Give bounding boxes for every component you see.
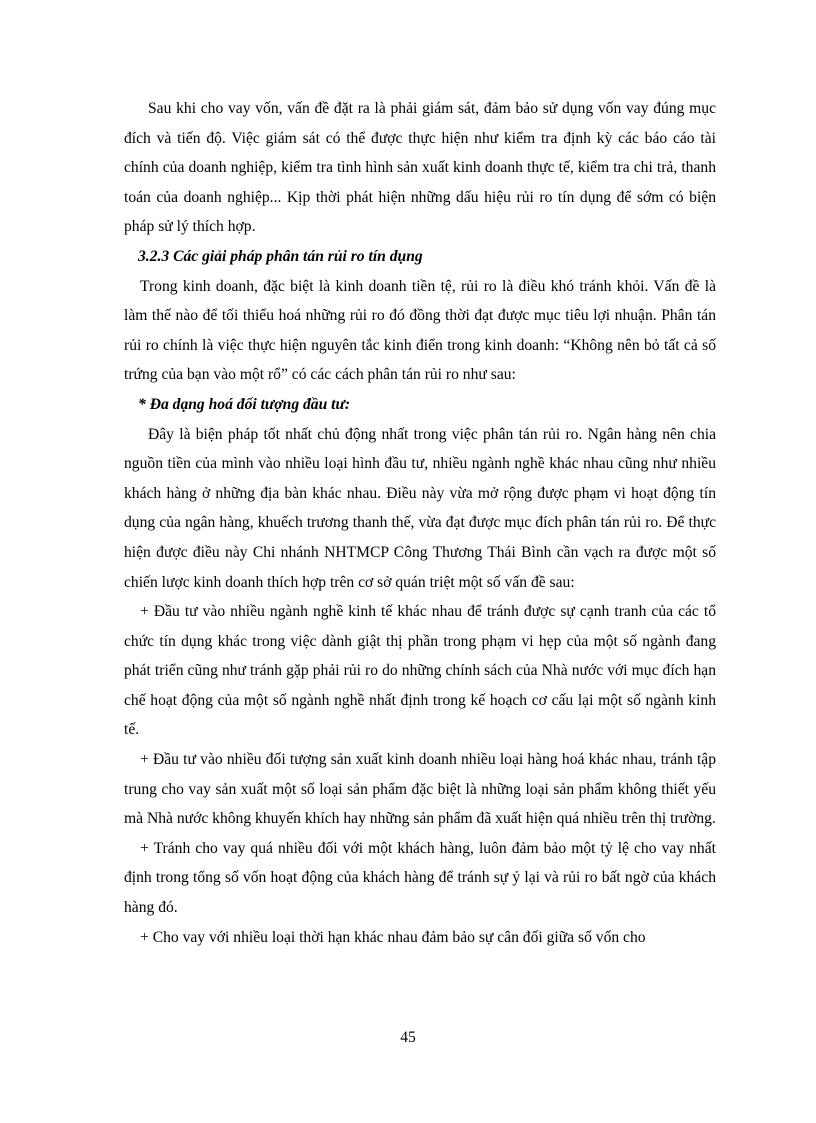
list-item-terms: + Cho vay với nhiều loại thời hạn khác nhau đảm bảo sự cân đối giữa số vốn cho: [140, 928, 646, 946]
list-item-customers: + Tránh cho vay quá nhiều đối với một khách hàng, luôn đảm bảo một tỷ lệ cho vay nhất định trong tổng số vốn hoạt động của khách hàng để tránh sự ỷ lại và rủi ro bất ngờ của khách hàng đó.: [124, 839, 716, 917]
paragraph-risk-intro: Trong kinh doanh, đặc biệt là kinh doanh tiền tệ, rủi ro là điều khó tránh khỏi. Vấn đề là làm thế nào để tối thiểu hoá những rủi ro đó đồng thời đạt được mục tiêu lợi nhuận. Phân tán rủi ro chính là việc thực hiện nguyên tắc kinh điển trong kinh doanh: “Không nên bỏ tất cả số trứng của bạn vào một rổ” có các cách phân tán rủi ro như sau:: [124, 277, 716, 384]
paragraph-diversification: Đây là biện pháp tốt nhất chủ động nhất trong việc phân tán rủi ro. Ngân hàng nên chia nguồn tiền của mình vào nhiều loại hình đầu tư, nhiều ngành nghề khác nhau cũng như nhiều khách hàng ở những địa bàn khác nhau. Điều này vừa mở rộng được phạm vi hoạt động tín dụng của ngân hàng, khuếch trương thanh thế, vừa đạt được mục đích phân tán rủi ro. Để thực hiện được điều này Chi nhánh NHTMCP Công Thương Thái Bình cần vạch ra được một số chiến lược kinh doanh thích hợp trên cơ sở quán triệt một số vấn đề sau:: [124, 425, 716, 591]
section-heading: 3.2.3 Các giải pháp phân tán rủi ro tín dụng: [138, 247, 423, 265]
subheading-diversification: * Đa dạng hoá đối tượng đầu tư:: [138, 395, 351, 413]
list-item-products: + Đầu tư vào nhiều đối tượng sản xuất kinh doanh nhiều loại hàng hoá khác nhau, tránh tập trung cho vay sản xuất một số loại sản phẩm đặc biệt là những loại sản phẩm không thiết yếu mà Nhà nước không khuyến khích hay những sản phẩm đã xuất hiện quá nhiều trên thị trường.: [124, 751, 716, 828]
page-number: 45: [400, 1029, 416, 1046]
paragraph-monitoring: Sau khi cho vay vốn, vấn đề đặt ra là phải giám sát, đảm bảo sử dụng vốn vay đúng mục đích và tiến độ. Việc giám sát có thể được thực hiện như kiểm tra định kỳ các báo cáo tài chính của doanh nghiệp, kiểm tra tình hình sản xuất kinh doanh thực tế, kiểm tra chi trả, thanh toán của doanh nghiệp... Kịp thời phát hiện những dấu hiệu rủi ro tín dụng để sớm có biện pháp sử lý thích hợp.: [124, 100, 716, 236]
page-body: [124, 94, 716, 952]
list-item-sectors: + Đầu tư vào nhiều ngành nghề kinh tế khác nhau để tránh được sự cạnh tranh của các tổ chức tín dụng khác trong việc dành giật thị phần trong phạm vi hẹp của một số ngành đang phát triển cũng như tránh gặp phải rủi ro do những chính sách của Nhà nước với mục đích hạn chế hoạt động của một số ngành nghề nhất định trong kế hoạch cơ cấu lại một số ngành kinh tế.: [124, 603, 716, 739]
